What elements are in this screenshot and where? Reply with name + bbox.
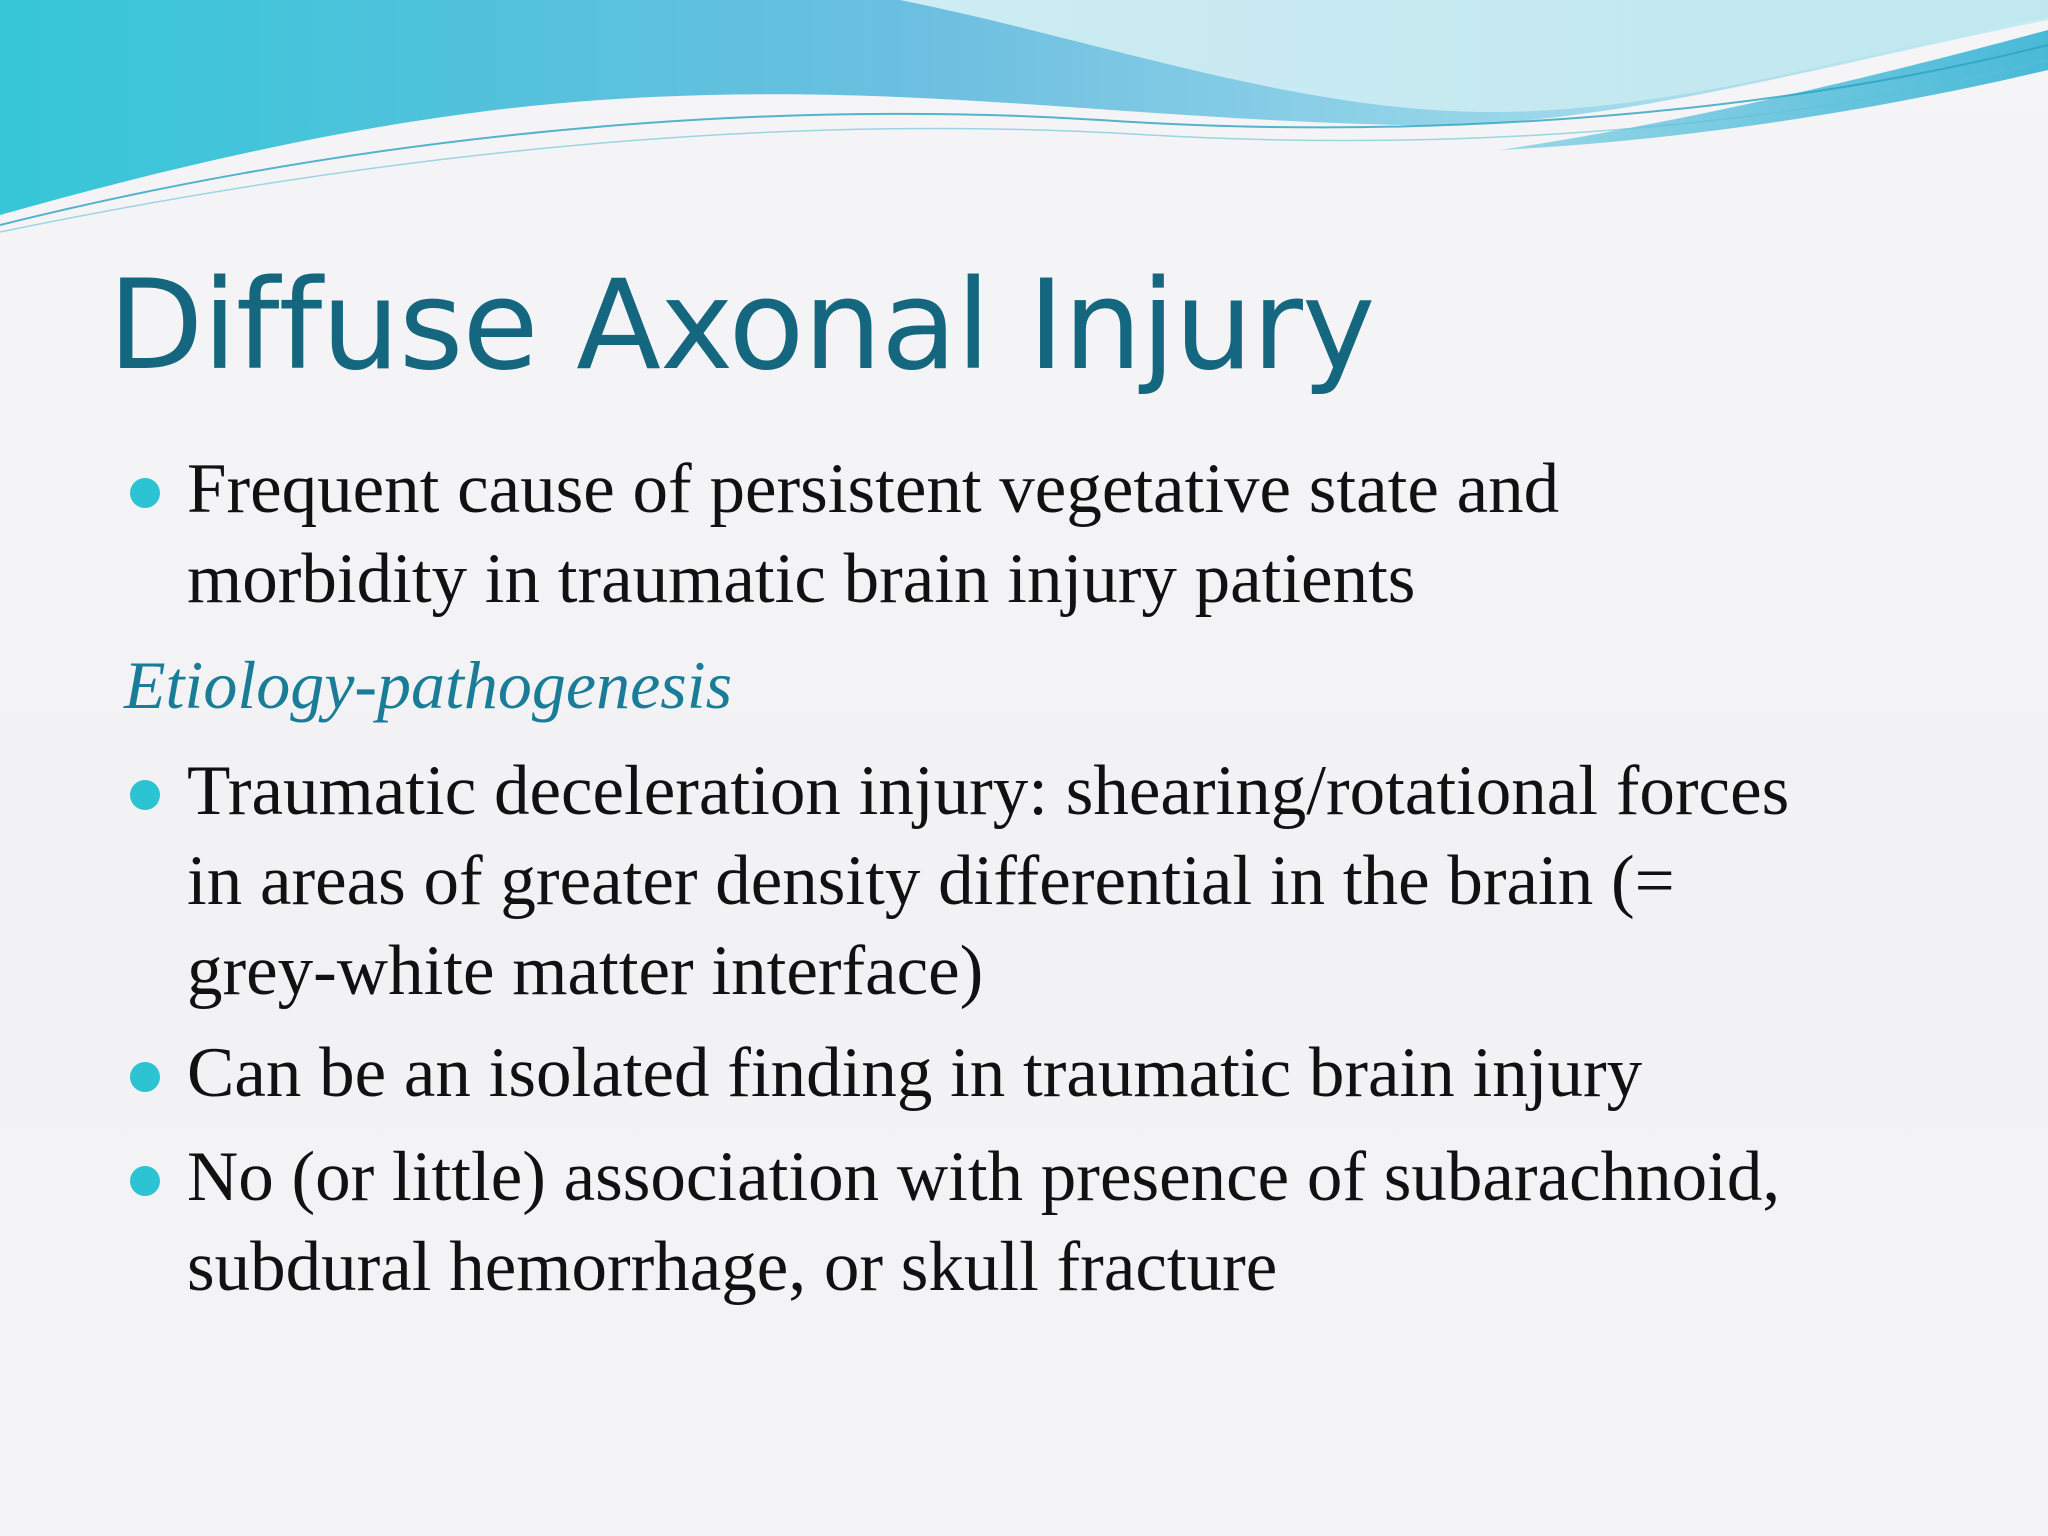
- bullet-text: Can be an isolated finding in traumatic brain injury: [187, 1034, 1643, 1112]
- bullet-text: Frequent cause of persistent vegetative state and morbidity in traumatic brain injury patients: [187, 450, 1560, 618]
- bullet-text: Traumatic deceleration injury: shearing/rotational forces in areas of greater density differential in the brain (= grey-white matter interface): [187, 752, 1790, 1010]
- bullet-dot-icon: [130, 478, 160, 508]
- bullet-dot-icon: [130, 1062, 160, 1092]
- section-subheading: Etiology-pathogenesis: [124, 647, 733, 723]
- bullet-dot-icon: [130, 1166, 160, 1196]
- bullet-text: No (or little) association with presence of subarachnoid, subdural hemorrhage, or skull fracture: [187, 1138, 1781, 1306]
- bullet-dot-icon: [130, 780, 160, 810]
- decorative-wave-header: [0, 0, 2048, 260]
- slide-title: Diffuse Axonal Injury: [108, 254, 1375, 398]
